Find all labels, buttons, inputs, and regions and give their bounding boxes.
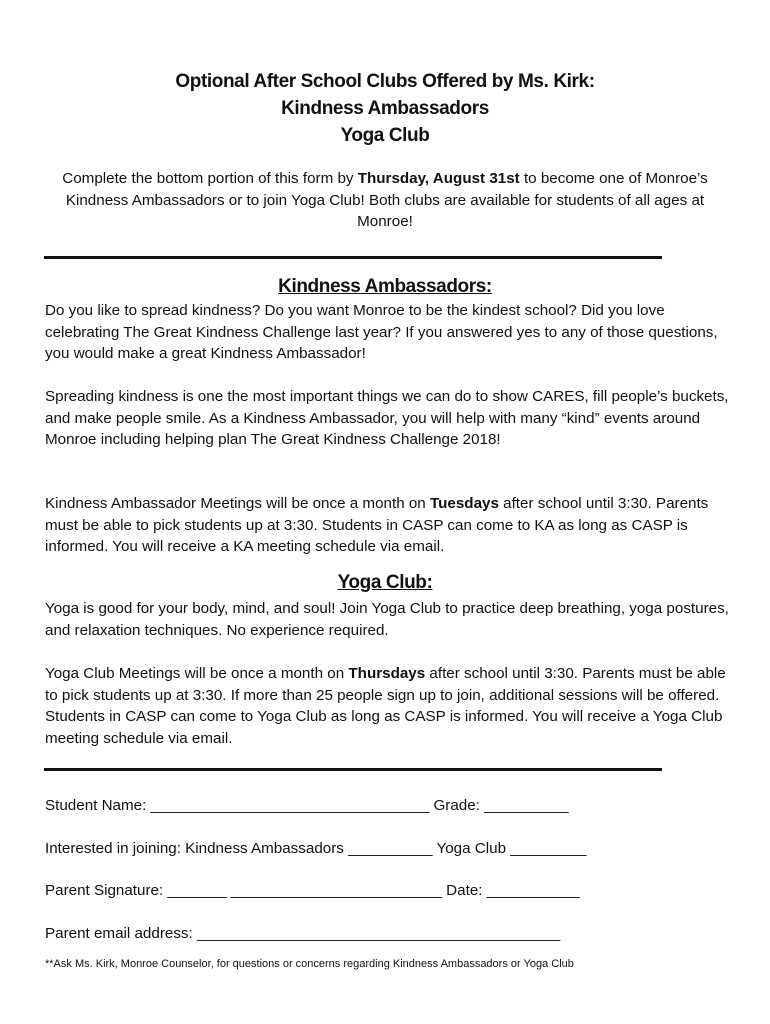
footnote: **Ask Ms. Kirk, Monroe Counselor, for questions or concerns regarding Kindness Ambassadors or Yoga Club <box>45 958 574 970</box>
kindness-meeting-text-before: Kindness Ambassador Meetings will be once a month on <box>45 495 430 512</box>
yoga-paragraph-1: Yoga is good for your body, mind, and soul! Join Yoga Club to practice deep breathing, yoga postures, and relaxation techniques. No experience required. <box>45 600 729 639</box>
kindness-paragraph-1: Do you like to spread kindness? Do you want Monroe to be the kindest school? Did you love celebrating The Great Kindness Challenge last year? If you answered yes to any of those questions, you would make a great Kindness Ambassador! <box>45 302 718 362</box>
title-line-2: Kindness Ambassadors <box>281 98 489 119</box>
title-line-3: Yoga Club <box>340 125 430 146</box>
kindness-paragraph-3 <box>45 493 735 558</box>
yoga-meeting-text-before: Yoga Club Meetings will be once a month on <box>45 665 349 682</box>
club-interest-field[interactable]: Interested in joining: Kindness Ambassadors __________ Yoga Club _________ <box>45 840 587 857</box>
section-divider <box>44 256 662 259</box>
title-block <box>0 68 770 149</box>
intro-paragraph <box>50 168 720 233</box>
yoga-meeting-text-after: after school until 3:30. Parents must be able to pick students up at 3:30. If more than 25 people sign up to join, additional sessions will be offered. Students in CASP can come to Yoga Club as long as CASP is informed. You will receive a Yoga Club meeting schedule via email. <box>45 665 726 747</box>
intro-text-after: to become one of Monroe’s Kindness Ambassadors or to join Yoga Club! Both clubs are available for students of all ages at Monroe! <box>65 170 708 230</box>
yoga-meeting-day: Thursdays <box>348 665 426 682</box>
parent-signature-field[interactable]: Parent Signature: _______ _________________________ Date: ___________ <box>45 882 580 899</box>
yoga-heading: Yoga Club: <box>337 572 433 593</box>
kindness-heading: Kindness Ambassadors: <box>278 276 492 297</box>
title-line-1: Optional After School Clubs Offered by Ms. Kirk: <box>175 71 595 92</box>
intro-deadline: Thursday, August 31st <box>357 170 520 187</box>
parent-email-field[interactable]: Parent email address: ___________________________________________ <box>45 925 561 942</box>
kindness-meeting-text-after: after school until 3:30. Parents must be able to pick students up at 3:30. Students in CASP can come to KA as long as CASP is informed. You will receive a KA meeting schedule via email. <box>45 495 709 555</box>
kindness-meeting-day: Tuesdays <box>429 495 499 512</box>
student-name-field[interactable]: Student Name: _________________________________ Grade: __________ <box>45 797 569 814</box>
yoga-paragraph-2 <box>45 663 735 749</box>
intro-text-before: Complete the bottom portion of this form by <box>62 170 358 187</box>
form-divider <box>44 768 662 771</box>
kindness-paragraph-2: Spreading kindness is one the most important things we can do to show CARES, fill people’s buckets, and make people smile. As a Kindness Ambassador, you will help with many “kind” events around Monroe including helping plan The Great Kindness Challenge 2018! <box>45 388 729 448</box>
